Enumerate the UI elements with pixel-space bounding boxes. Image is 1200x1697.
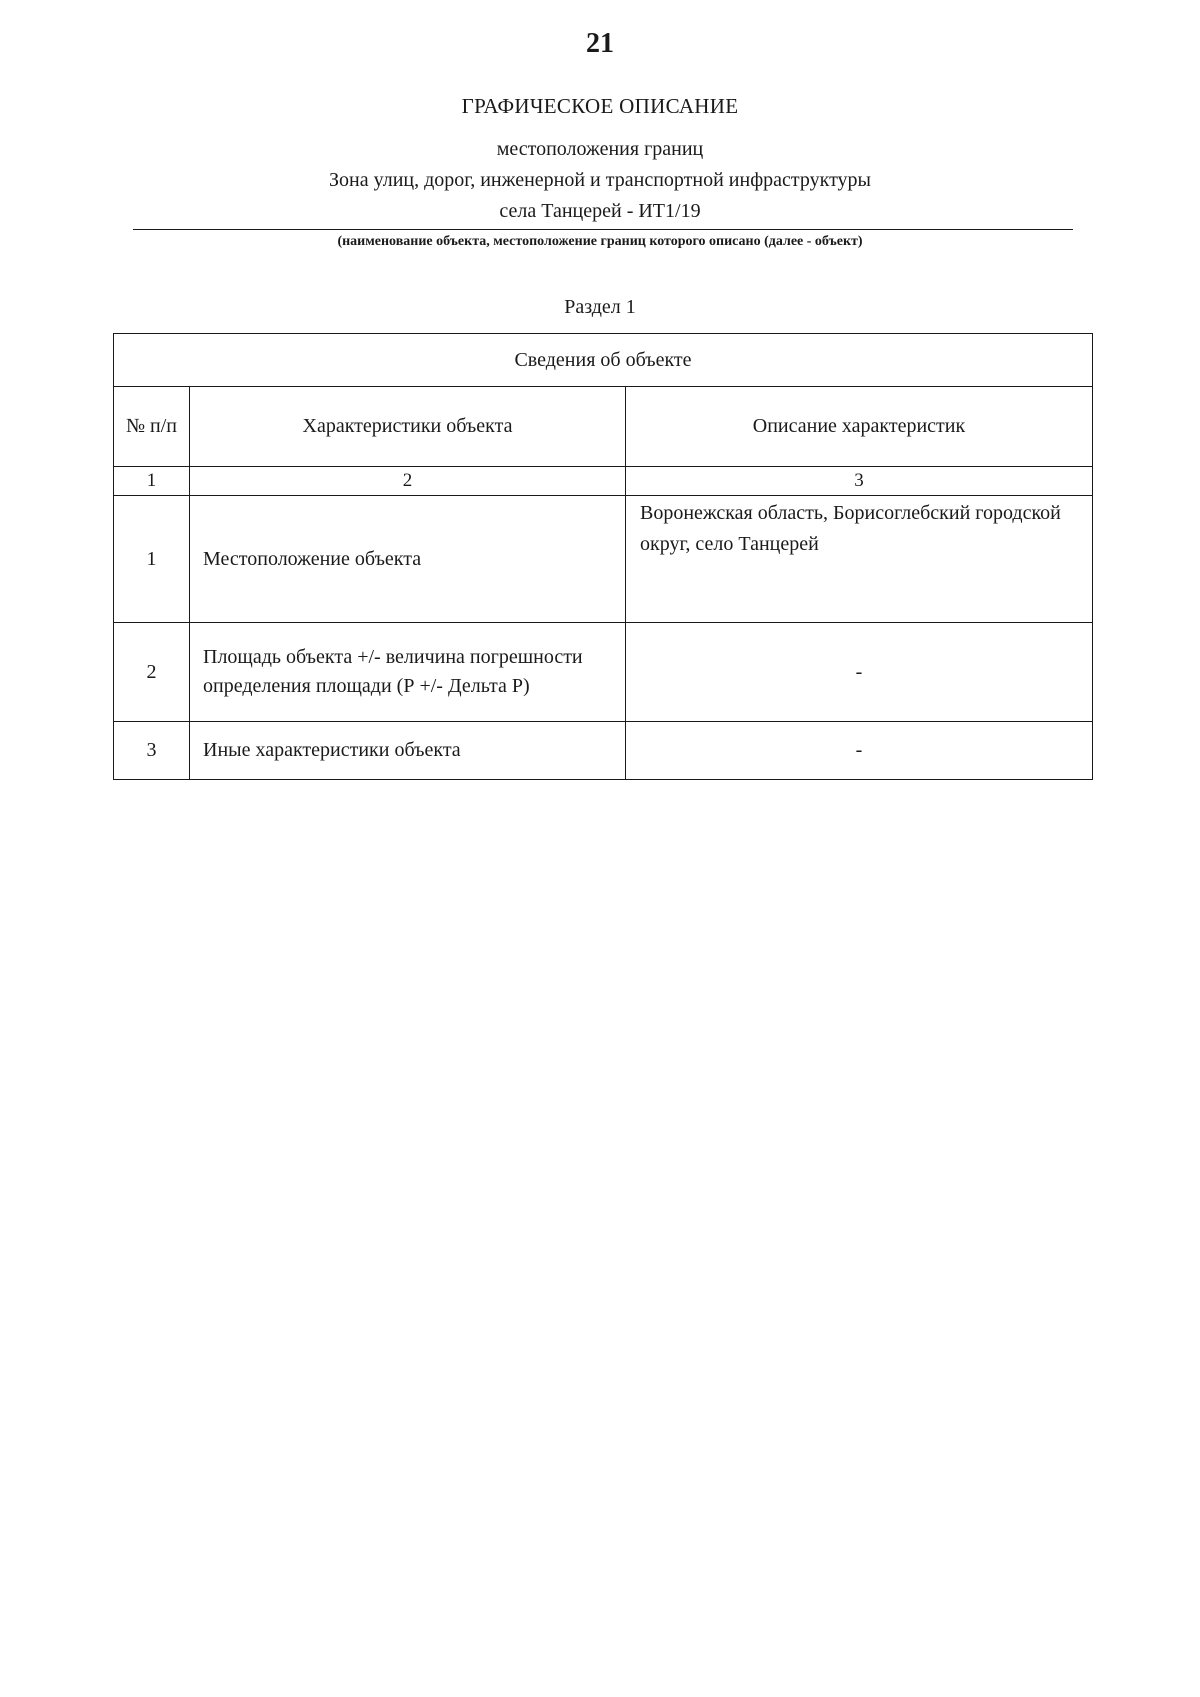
header-description: Описание характеристик [626,387,1093,467]
header-number: № п/п [114,387,190,467]
section-title: Раздел 1 [564,296,636,318]
underline-caption: (наименование объекта, местоположение границ которого описано (далее - объект) [337,234,863,249]
column-index-row [114,467,1093,496]
object-underline [133,229,1073,230]
page-number: 21 [586,28,614,59]
object-info-table [113,333,1093,780]
table-header-row [114,387,1093,467]
object-line: местоположения границ [496,138,704,160]
row-description: Воронежская область, Борисоглебский городской округ, село Танцерей [626,496,1093,623]
row-description: - [626,623,1093,722]
row-characteristic: Иные характеристики объекта [190,722,626,780]
row-characteristic: Местоположение объекта [190,496,626,623]
object-name-block [0,134,1200,227]
table-row [114,722,1093,780]
object-line: Зона улиц, дорог, инженерной и транспортной инфраструктуры [329,169,871,191]
table-row [114,623,1093,722]
column-index: 1 [114,467,190,496]
table-caption-row [114,334,1093,387]
row-description: - [626,722,1093,780]
table-caption: Сведения об объекте [114,334,1093,387]
header-characteristics: Характеристики объекта [190,387,626,467]
row-number: 3 [114,722,190,780]
column-index: 2 [190,467,626,496]
object-line: села Танцерей - ИТ1/19 [499,200,701,222]
column-index: 3 [626,467,1093,496]
row-number: 2 [114,623,190,722]
row-characteristic: Площадь объекта +/- величина погрешности определения площади (Р +/- Дельта Р) [190,623,626,722]
document-title: ГРАФИЧЕСКОЕ ОПИСАНИЕ [461,94,739,118]
row-number: 1 [114,496,190,623]
table-row [114,496,1093,623]
